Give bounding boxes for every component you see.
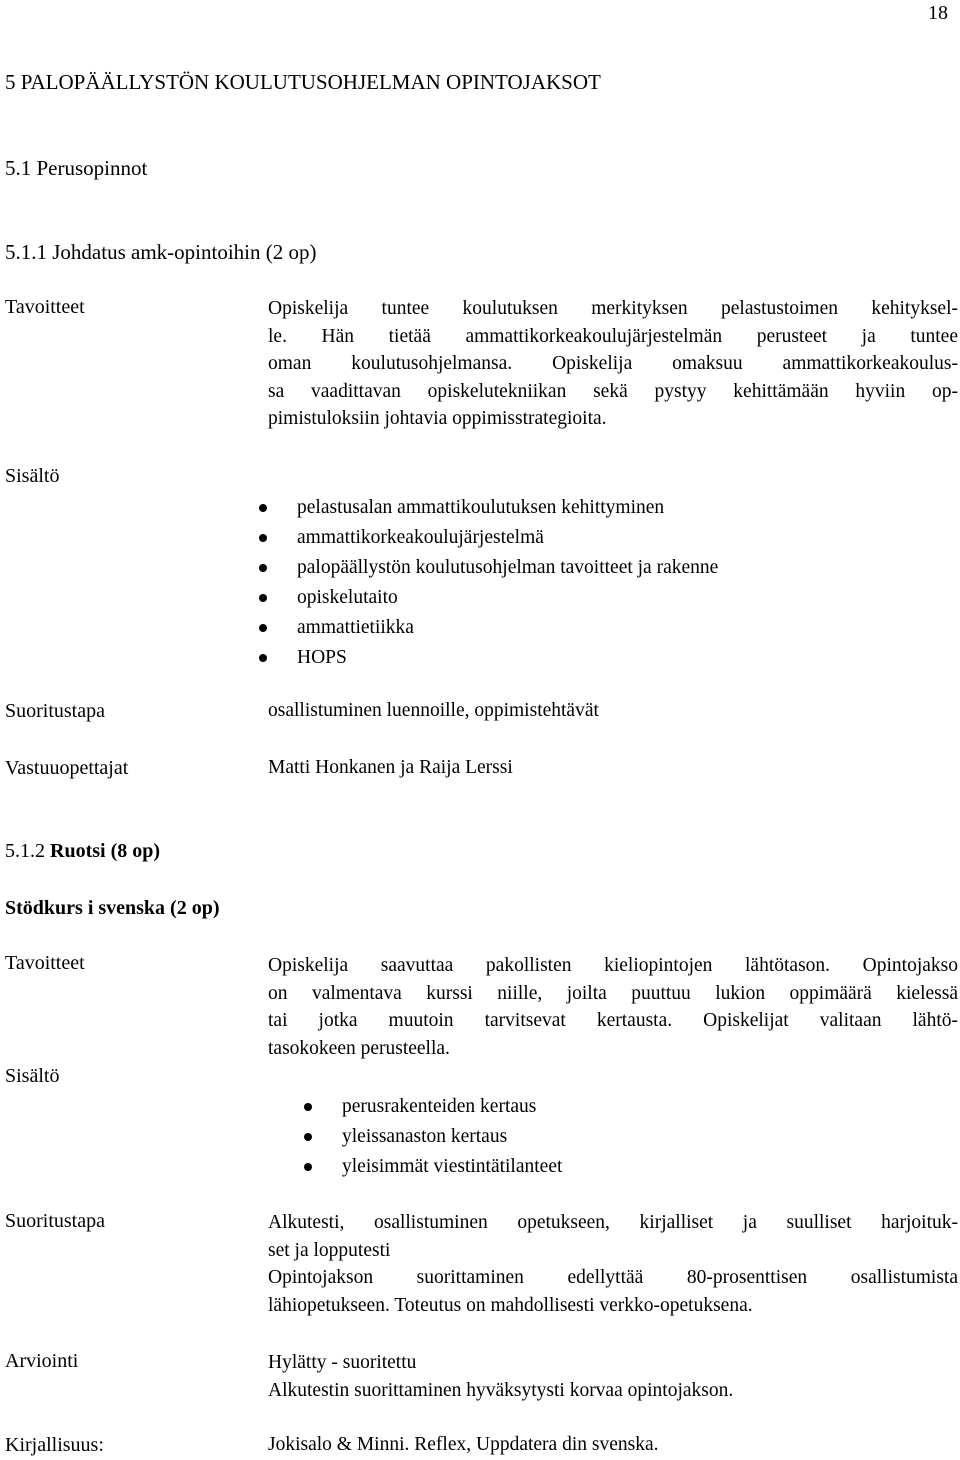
list-item: ammattikorkeakoulujärjestelmä (297, 523, 718, 553)
course1-suoritustapa-label: Suoritustapa (5, 700, 105, 722)
course2-sisalto-label: Sisältö (5, 1065, 60, 1087)
course2-kirjallisuus-text: Jokisalo & Minni. Reflex, Uppdatera din svenska. (268, 1434, 659, 1455)
text-line: le. Hän tietää ammattikorkeakoulujärjestelmän perusteet ja tuntee (268, 325, 958, 347)
list-item: ammattietiikka (297, 613, 718, 643)
page-number: 18 (928, 2, 948, 24)
course1-title: 5.1.1 Johdatus amk-opintoihin (2 op) (5, 240, 317, 264)
course2-tavoitteet-label: Tavoitteet (5, 952, 85, 974)
main-heading: 5 PALOPÄÄLLYSTÖN KOULUTUSOHJELMAN OPINTOJAKSOT (5, 70, 601, 94)
text-line: pimistuloksiin johtavia oppimisstrategioita. (268, 408, 607, 429)
section-heading: 5.1 Perusopinnot (5, 156, 148, 180)
course2-kirjallisuus-label: Kirjallisuus: (5, 1434, 104, 1456)
text-line: oman koulutusohjelmansa. Opiskelija omaksuu ammattikorkeakoulus- (268, 353, 958, 374)
list-item: HOPS (297, 643, 718, 673)
course2-title: 5.1.2 Ruotsi (8 op) (5, 840, 161, 862)
course2-suoritustapa-label: Suoritustapa (5, 1210, 105, 1232)
list-item: yleisimmät viestintätilanteet (342, 1152, 562, 1182)
course1-sisalto-label: Sisältö (5, 465, 60, 487)
bullet-icon (259, 594, 267, 602)
text-line: tai jotka muutoin tarvitsevat kertausta. Opiskelijat valitaan lähtö- (268, 1010, 958, 1031)
bullet-icon (304, 1103, 312, 1111)
bullet-icon (259, 564, 267, 572)
list-item: yleissanaston kertaus (342, 1122, 562, 1152)
text-line: Alkutesti, osallistuminen opetukseen, kirjalliset ja suulliset harjoituk- (268, 1212, 958, 1233)
course1-tavoitteet-label: Tavoitteet (5, 296, 85, 318)
text-line: Opiskelija saavuttaa pakollisten kieliopintojen lähtötason. Opintojakso (268, 955, 958, 976)
course1-tavoitteet-text (268, 295, 958, 433)
text-line: Alkutestin suorittaminen hyväksytysti korvaa opintojakson. (268, 1379, 734, 1401)
course2-suoritustapa-text (268, 1209, 958, 1319)
course2-tavoitteet-text (268, 952, 958, 1062)
course2-sisalto-list (342, 1092, 562, 1182)
bullet-icon (259, 504, 267, 512)
text-line: Opiskelija tuntee koulutuksen merkityksen pelastustoimen kehityksel- (268, 298, 958, 319)
text-line: Opintojakson suorittaminen edellyttää 80-prosenttisen osallistumista (268, 1267, 958, 1288)
course2-arviointi-text (268, 1349, 958, 1404)
text-line: lähiopetukseen. Toteutus on mahdollisesti verkko-opetuksena. (268, 1294, 753, 1316)
text-line: Hylätty - suoritettu (268, 1352, 417, 1373)
bullet-icon (304, 1163, 312, 1171)
list-item: perusrakenteiden kertaus (342, 1092, 562, 1122)
list-item: palopäällystön koulutusohjelman tavoitteet ja rakenne (297, 553, 718, 583)
list-item: pelastusalan ammattikoulutuksen kehittyminen (297, 493, 718, 523)
text-line: sa vaadittavan opiskelutekniikan sekä pystyy kehittämään hyviin op- (268, 380, 958, 402)
course1-suoritustapa-text: osallistuminen luennoille, oppimistehtävät (268, 700, 599, 721)
course1-vastuuopettajat-text: Matti Honkanen ja Raija Lerssi (268, 757, 513, 778)
text-line: on valmentava kurssi niille, joilta puuttuu lukion oppimäärä kielessä (268, 982, 958, 1004)
course1-vastuuopettajat-label: Vastuuopettajat (5, 757, 129, 779)
course1-sisalto-list (297, 493, 718, 673)
course2-subtitle: Stödkurs i svenska (2 op) (5, 897, 220, 919)
bullet-icon (304, 1133, 312, 1141)
bullet-icon (259, 624, 267, 632)
text-line: set ja lopputesti (268, 1239, 391, 1261)
course2-arviointi-label: Arviointi (5, 1350, 79, 1372)
bullet-icon (259, 654, 267, 662)
list-item: opiskelutaito (297, 583, 718, 613)
bullet-icon (259, 534, 267, 542)
text-line: tasokokeen perusteella. (268, 1037, 450, 1059)
